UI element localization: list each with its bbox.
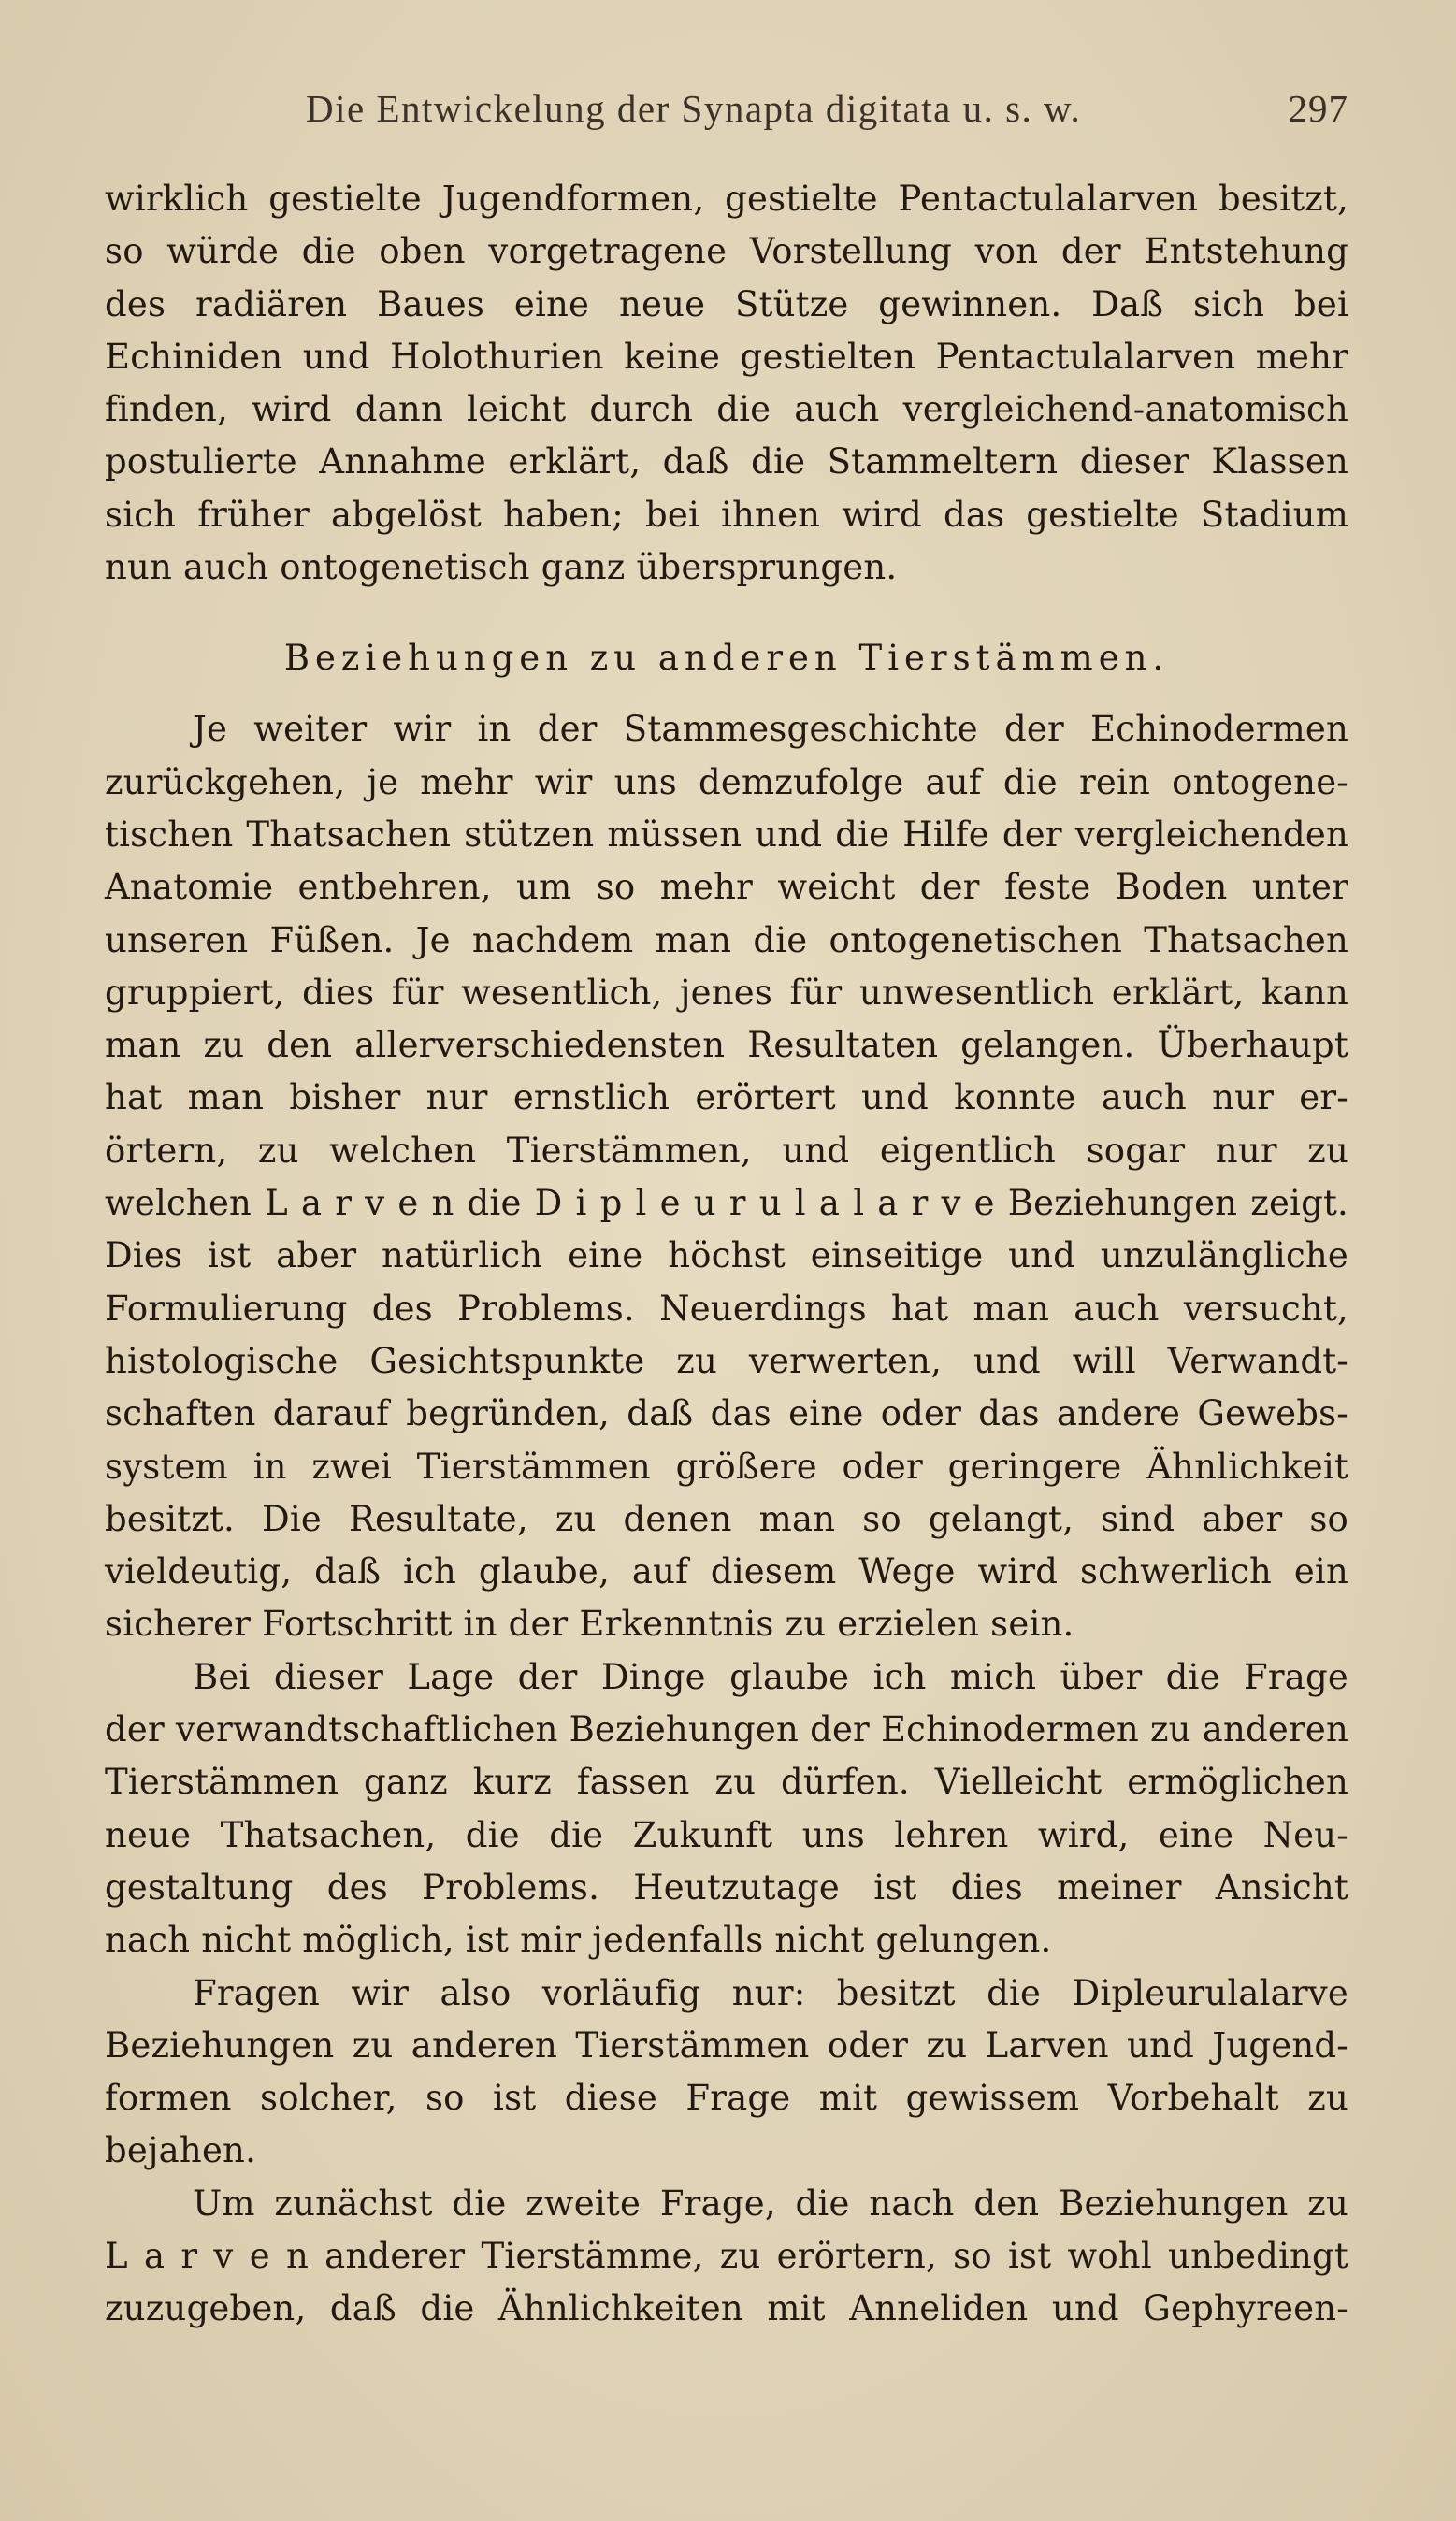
running-title: Die Entwickelung der Synapta digitata u. s. w. xyxy=(306,87,1082,130)
text-line: besitzt. Die Resultate, zu denen man so gelangt, sind aber so xyxy=(105,1498,1348,1539)
text-line: hat man bisher nur ernstlich erörtert und konnte auch nur er- xyxy=(105,1077,1348,1118)
text-line: welchen L a r v e n die D i p l e u r u l a l a r v e Beziehungen zeigt. xyxy=(105,1183,1348,1224)
paragraph-2 xyxy=(105,703,1348,1650)
text-line: Je weiter wir in der Stammesgeschichte der Echinodermen xyxy=(193,709,1348,750)
text-line: sicherer Fortschritt in der Erkenntnis zu erzielen sein. xyxy=(105,1604,1074,1645)
paragraph-5 xyxy=(105,2178,1348,2336)
text-line: Echiniden und Holothurien keine gestielten Pentactulalarven mehr xyxy=(105,336,1348,377)
text-line: neue Thatsachen, die die Zukunft uns lehren wird, eine Neu- xyxy=(105,1814,1348,1855)
text-line: Fragen wir also vorläufig nur: besitzt die Dipleurulalarve xyxy=(193,1972,1348,2013)
text-line: finden, wird dann leicht durch die auch vergleichend-anatomisch xyxy=(105,389,1348,430)
text-line: der verwandtschaftlichen Beziehungen der Echinodermen zu anderen xyxy=(105,1709,1348,1750)
text-line: Um zunächst die zweite Frage, die nach den Beziehungen zu xyxy=(193,2182,1348,2224)
paragraph-3 xyxy=(105,1651,1348,1967)
text-line: Beziehungen zu anderen Tierstämmen oder zu Larven und Jugend- xyxy=(105,2024,1348,2066)
text-line: tischen Thatsachen stützen müssen und die Hilfe der vergleichenden xyxy=(105,814,1348,855)
text-line: nun auch ontogenetisch ganz übersprungen. xyxy=(105,547,898,588)
text-line: zuzugeben, daß die Ähnlichkeiten mit Anneliden und Gephyreen- xyxy=(105,2288,1348,2329)
text-line: system in zwei Tierstämmen größere oder geringere Ähnlichkeit xyxy=(105,1446,1348,1487)
text-line: postulierte Annahme erklärt, daß die Stammeltern dieser Klassen xyxy=(105,441,1348,483)
text-line: man zu den allerverschiedensten Resultaten gelangen. Überhaupt xyxy=(105,1025,1348,1066)
text-line: wirklich gestielte Jugendformen, gestielte Pentactulalarven besitzt, xyxy=(105,179,1348,219)
paragraph-1 xyxy=(105,173,1348,594)
text-line: nach nicht möglich, ist mir jedenfalls nicht gelungen. xyxy=(105,1920,1052,1961)
text-line: L a r v e n anderer Tierstämme, zu erörtern, so ist wohl unbedingt xyxy=(105,2235,1348,2276)
text-line: histologische Gesichtspunkte zu verwerten, und will Verwandt- xyxy=(105,1340,1348,1381)
section-heading: Beziehungen zu anderen Tierstämmen. xyxy=(283,638,1170,679)
text-line: zurückgehen, je mehr wir uns demzufolge auf die rein ontogene- xyxy=(105,761,1348,802)
text-line: vieldeutig, daß ich glaube, auf diesem Wege wird schwerlich ein xyxy=(105,1551,1348,1592)
text-line: Tierstämmen ganz kurz fassen zu dürfen. Vielleicht ermöglichen xyxy=(105,1762,1348,1803)
text-line: so würde die oben vorgetragene Vorstellung von der Entstehung xyxy=(105,231,1348,272)
page-header xyxy=(105,86,1348,142)
text-line: gruppiert, dies für wesentlich, jenes für unwesentlich erklärt, kann xyxy=(105,972,1348,1013)
text-line: unseren Füßen. Je nachdem man die ontogenetischen Thatsachen xyxy=(105,919,1348,960)
text-line: formen solcher, so ist diese Frage mit gewissem Vorbehalt zu xyxy=(105,2078,1348,2119)
text-line: Dies ist aber natürlich eine höchst einseitige und unzulängliche xyxy=(105,1235,1348,1276)
text-line: Formulierung des Problems. Neuerdings hat man auch versucht, xyxy=(105,1288,1348,1329)
page-number: 297 xyxy=(1288,87,1348,130)
text-line: des radiären Baues eine neue Stütze gewinnen. Daß sich bei xyxy=(105,283,1348,324)
text-line: Anatomie entbehren, um so mehr weicht der feste Boden unter xyxy=(105,867,1348,908)
text-line: sich früher abgelöst haben; bei ihnen wird das gestielte Stadium xyxy=(105,494,1348,535)
text-line: örtern, zu welchen Tierstämmen, und eigentlich sogar nur zu xyxy=(105,1130,1348,1171)
body-text xyxy=(105,173,1348,2336)
text-line: schaften darauf begründen, daß das eine oder das andere Gewebs- xyxy=(105,1393,1348,1434)
text-line: Bei dieser Lage der Dinge glaube ich mich über die Frage xyxy=(193,1656,1348,1697)
paragraph-4 xyxy=(105,1967,1348,2178)
text-line: bejahen. xyxy=(105,2130,257,2171)
text-line: gestaltung des Problems. Heutzutage ist dies meiner Ansicht xyxy=(105,1866,1348,1908)
